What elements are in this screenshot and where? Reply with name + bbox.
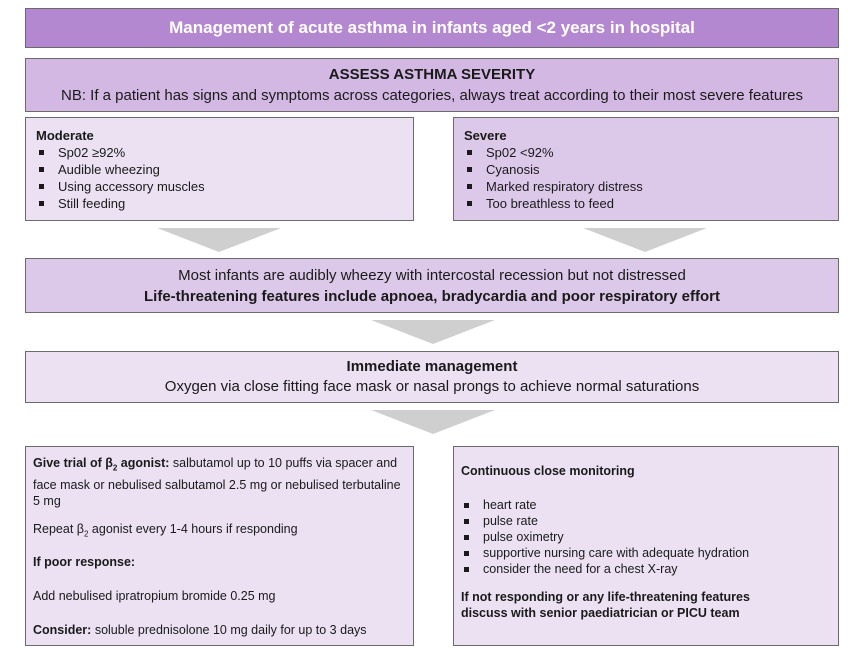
list-item: supportive nursing care with adequate hydration [461,545,828,561]
down-arrow-icon [583,228,707,252]
list-item: pulse rate [461,513,828,529]
immediate-text: Oxygen via close fitting face mask or nasal prongs to achieve normal saturations [164,378,700,395]
moderate-list [36,144,403,212]
consider-label: Consider: [33,623,92,637]
down-arrow-icon [371,410,495,434]
monitoring-heading: Continuous close monitoring [461,464,635,478]
treatment-box [25,446,414,646]
list-item: Sp02 <92% [464,144,828,161]
consider-paragraph [33,622,403,638]
moderate-box [25,117,414,221]
list-item: heart rate [461,497,828,513]
list-item: Marked respiratory distress [464,178,828,195]
poor-response-heading: If poor response: [33,555,136,569]
immediate-heading: Immediate management [346,358,518,375]
life-threatening-features: Life-threatening features include apnoea, bradycardia and poor respiratory effort [144,288,720,305]
down-arrow-icon [157,228,281,252]
list-item: Cyanosis [464,161,828,178]
repeat-end: agonist every 1-4 hours if responding [88,521,298,536]
repeat-start: Repeat β [33,521,84,536]
severe-list [464,144,828,212]
list-item: consider the need for a chest X-ray [461,561,828,577]
immediate-management-box [25,351,839,403]
beta-subscript: 2 [83,529,89,538]
severe-box [453,117,839,221]
trial-text: salbutamol up to 10 puffs via spacer and face mask or nebulised salbutamol 2.5 mg or nebulised terbutaline 5 mg [33,456,401,508]
monitoring-list [461,497,828,577]
trial-label: Give trial of β [33,456,113,470]
trial-paragraph [33,455,403,509]
escalation-line: If not responding or any life-threatening features [461,590,750,604]
features-box [25,258,839,313]
beta-subscript: 2 [112,463,118,473]
chart-title [25,8,839,48]
add-ipratropium-text: Add nebulised ipratropium bromide 0.25 mg [33,589,276,603]
consider-text: soluble prednisolone 10 mg daily for up to 3 days [91,623,367,637]
down-arrow-icon [371,320,495,344]
assess-heading: ASSESS ASTHMA SEVERITY [328,66,536,83]
assess-severity-box [25,58,839,112]
moderate-heading: Moderate [36,128,94,143]
features-line: Most infants are audibly wheezy with intercostal recession but not distressed [178,267,686,284]
list-item: Using accessory muscles [36,178,403,195]
list-item: pulse oximetry [461,529,828,545]
list-item: Audible wheezing [36,161,403,178]
list-item: Still feeding [36,195,403,212]
assess-note: NB: If a patient has signs and symptoms across categories, always treat according to their most severe features [60,87,803,104]
trial-label-end: agonist: [117,456,170,470]
list-item: Too breathless to feed [464,195,828,212]
title-text: Management of acute asthma in infants aged <2 years in hospital [169,18,695,37]
list-item: Sp02 ≥92% [36,144,403,161]
severe-heading: Severe [464,128,507,143]
escalation-line: discuss with senior paediatrician or PICU team [461,606,740,620]
repeat-paragraph [33,521,403,543]
monitoring-box [453,446,839,646]
